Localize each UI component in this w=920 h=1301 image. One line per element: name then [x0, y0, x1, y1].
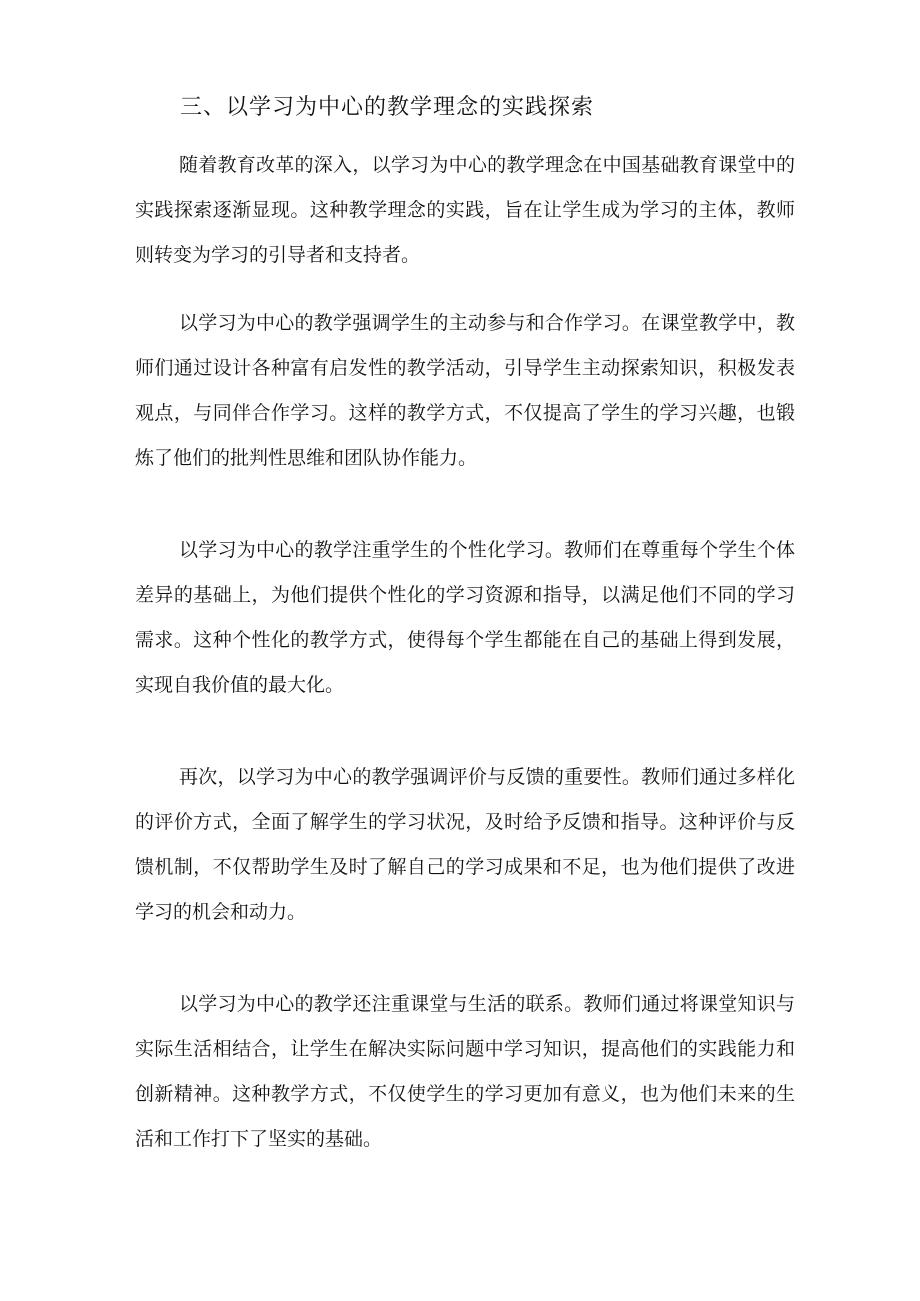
section-heading: 三、以学习为中心的教学理念的实践探索 [180, 95, 595, 120]
paragraph-2: 以学习为中心的教学强调学生的主动参与和合作学习。在课堂教学中，教师们通过设计各种富有启发性的教学活动，引导学生主动探索知识，积极发表观点，与同伴合作学习。这样的教学方式，不仅提高了学生的学习兴趣，也锻炼了他们的批判性思维和团队协作能力。 [135, 312, 795, 469]
paragraph-4: 再次，以学习为中心的教学强调评价与反馈的重要性。教师们通过多样化的评价方式，全面了解学生的学习状况，及时给予反馈和指导。这种评价与反馈机制，不仅帮助学生及时了解自己的学习成果和不足，也为他们提供了改进学习的机会和动力。 [135, 766, 795, 923]
paragraph-1: 随着教育改革的深入，以学习为中心的教学理念在中国基础教育课堂中的实践探索逐渐显现。这种教学理念的实践，旨在让学生成为学习的主体，教师则转变为学习的引导者和支持者。 [135, 154, 795, 266]
paragraph-5: 以学习为中心的教学还注重课堂与生活的联系。教师们通过将课堂知识与实际生活相结合，让学生在解决实际问题中学习知识，提高他们的实践能力和创新精神。这种教学方式，不仅使学生的学习更加有意义，也为他们未来的生活和工作打下了坚实的基础。 [135, 993, 795, 1150]
paragraph-3: 以学习为中心的教学注重学生的个性化学习。教师们在尊重每个学生个体差异的基础上，为他们提供个性化的学习资源和指导，以满足他们不同的学习需求。这种个性化的教学方式，使得每个学生都能在自己的基础上得到发展，实现自我价值的最大化。 [135, 539, 795, 696]
